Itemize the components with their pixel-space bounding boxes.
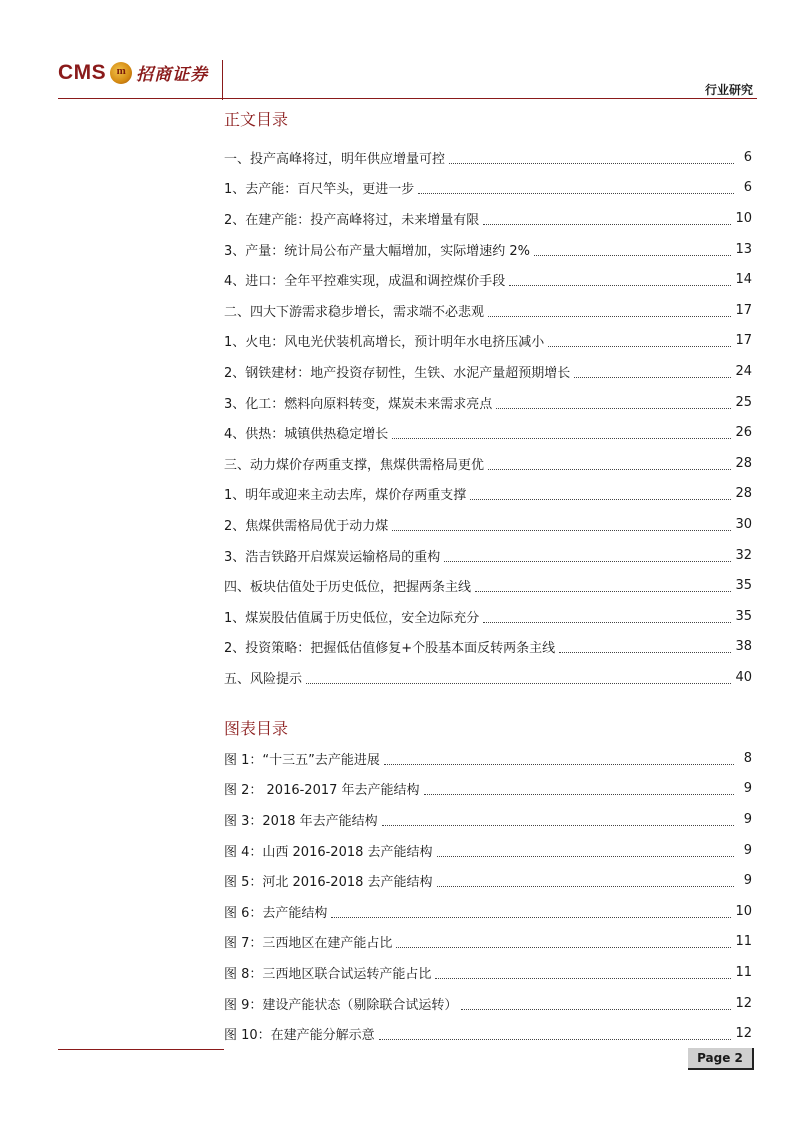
toc-entry-text: 图 3：2018 年去产能结构 <box>224 810 382 829</box>
toc-entry-text: 3、产量：统计局公布产量大幅增加，实际增速约 2% <box>224 240 534 259</box>
toc-entry-text: 图 8：三西地区联合试运转产能占比 <box>224 963 435 982</box>
toc-entry-text: 图 9：建设产能状态（剔除联合试运转） <box>224 994 461 1013</box>
toc-entry-text: 图 2： 2016-2017 年去产能结构 <box>224 779 424 798</box>
toc-entry-text: 图 5：河北 2016-2018 去产能结构 <box>224 871 437 890</box>
toc-entry[interactable] <box>224 957 752 988</box>
toc-entry-page: 12 <box>735 995 752 1011</box>
logo-cms-text: CMS <box>58 60 107 84</box>
toc-entry-page: 30 <box>735 516 752 532</box>
toc-leader-dots <box>534 255 731 256</box>
toc-leader-dots <box>418 193 734 194</box>
toc-entry-text: 五、风险提示 <box>224 668 306 687</box>
toc-leader-dots <box>574 377 731 378</box>
toc-entry-page: 35 <box>735 608 752 624</box>
toc-leader-dots <box>435 978 731 979</box>
toc-entry-page: 38 <box>735 639 752 655</box>
toc-leader-dots <box>461 1009 731 1010</box>
toc-entry-text: 三、动力煤价存两重支撑，焦煤供需格局更优 <box>224 454 488 473</box>
toc-entry-page: 9 <box>743 811 752 827</box>
toc-entry[interactable] <box>224 632 752 663</box>
toc-entry[interactable] <box>224 387 752 418</box>
toc-entry[interactable] <box>224 295 752 326</box>
toc-entry-page: 26 <box>735 425 752 441</box>
toc-entry[interactable] <box>224 326 752 357</box>
toc-entry[interactable] <box>224 927 752 958</box>
toc-entry-page: 32 <box>735 547 752 563</box>
toc-entry-page: 14 <box>735 272 752 288</box>
toc-entry-text: 图 7：三西地区在建产能占比 <box>224 932 396 951</box>
toc-entry-text: 一、投产高峰将过，明年供应增量可控 <box>224 148 449 167</box>
toc-leader-dots <box>331 917 731 918</box>
toc-leader-dots <box>396 947 731 948</box>
toc-entry-page: 17 <box>735 333 752 349</box>
page-number-badge: Page 2 <box>688 1048 754 1070</box>
toc-entry-text: 图 4：山西 2016-2018 去产能结构 <box>224 841 437 860</box>
toc-entry-text: 2、钢铁建材：地产投资存韧性，生铁、水泥产量超预期增长 <box>224 362 574 381</box>
toc-entry[interactable] <box>224 356 752 387</box>
toc-leader-dots <box>559 652 731 653</box>
toc-entry-page: 9 <box>743 781 752 797</box>
toc-entry[interactable] <box>224 835 752 866</box>
toc-leader-dots <box>470 499 731 500</box>
toc-entry-text: 3、化工：燃料向原料转变，煤炭未来需求亮点 <box>224 393 496 412</box>
toc-entry-page: 28 <box>735 455 752 471</box>
report-category: 行业研究 <box>704 83 753 97</box>
toc-entry-text: 2、投资策略：把握低估值修复+个股基本面反转两条主线 <box>224 637 559 656</box>
toc-entry[interactable] <box>224 448 752 479</box>
toc-entry-page: 11 <box>735 964 752 980</box>
toc-leader-dots <box>449 163 734 164</box>
toc-entry[interactable] <box>224 896 752 927</box>
toc-entry-text: 4、进口：全年平控难实现，成温和调控煤价手段 <box>224 270 509 289</box>
toc-entry[interactable] <box>224 264 752 295</box>
toc-leader-dots <box>488 469 731 470</box>
toc-leader-dots <box>384 764 734 765</box>
toc-entry-text: 图 10：在建产能分解示意 <box>224 1024 379 1043</box>
toc-entry-text: 二、四大下游需求稳步增长，需求端不必悲观 <box>224 301 488 320</box>
toc-entry-page: 12 <box>735 1026 752 1042</box>
main-toc-list <box>224 142 752 693</box>
logo-chinese-text: 招商证券 <box>136 65 209 85</box>
toc-entry[interactable] <box>224 173 752 204</box>
toc-entry-text: 1、明年或迎来主动去库，煤价存两重支撑 <box>224 484 470 503</box>
toc-entry[interactable] <box>224 417 752 448</box>
toc-leader-dots <box>306 683 731 684</box>
toc-entry-page: 9 <box>743 842 752 858</box>
toc-entry-page: 11 <box>735 934 752 950</box>
toc-entry-text: 4、供热：城镇供热稳定增长 <box>224 423 392 442</box>
toc-entry-page: 40 <box>735 669 752 685</box>
toc-leader-dots <box>424 794 734 795</box>
toc-entry-page: 13 <box>735 241 752 257</box>
toc-leader-dots <box>548 346 731 347</box>
toc-entry[interactable] <box>224 865 752 896</box>
figures-toc-title: 图表目录 <box>224 719 289 738</box>
toc-leader-dots <box>382 825 734 826</box>
toc-entry[interactable] <box>224 479 752 510</box>
toc-entry-text: 1、火电：风电光伏装机高增长，预计明年水电挤压减小 <box>224 331 548 350</box>
toc-entry[interactable] <box>224 570 752 601</box>
toc-entry-page: 35 <box>735 578 752 594</box>
toc-entry-page: 24 <box>735 363 752 379</box>
toc-entry-text: 1、煤炭股估值属于历史低位，安全边际充分 <box>224 607 483 626</box>
page-header <box>0 0 793 100</box>
toc-entry-page: 25 <box>735 394 752 410</box>
toc-entry[interactable] <box>224 509 752 540</box>
toc-leader-dots <box>496 408 731 409</box>
toc-entry-text: 3、浩吉铁路开启煤炭运输格局的重构 <box>224 546 444 565</box>
toc-leader-dots <box>483 622 731 623</box>
toc-entry-page: 6 <box>743 149 752 165</box>
toc-entry[interactable] <box>224 988 752 1019</box>
toc-entry-text: 图 1：“十三五”去产能进展 <box>224 749 384 768</box>
toc-leader-dots <box>483 224 731 225</box>
toc-entry[interactable] <box>224 540 752 571</box>
toc-entry-page: 6 <box>743 180 752 196</box>
toc-leader-dots <box>444 561 731 562</box>
logo-emblem-icon <box>110 62 132 84</box>
main-toc-title: 正文目录 <box>224 110 289 129</box>
footer-rule <box>58 1049 224 1050</box>
toc-entry-text: 图 6：去产能结构 <box>224 902 331 921</box>
toc-leader-dots <box>379 1039 732 1040</box>
cms-logo <box>58 60 208 85</box>
toc-entry-text: 2、在建产能：投产高峰将过，未来增量有限 <box>224 209 483 228</box>
figures-toc-list <box>224 743 752 1049</box>
toc-entry-page: 10 <box>735 210 752 226</box>
toc-entry[interactable] <box>224 662 752 693</box>
toc-entry[interactable] <box>224 1018 752 1049</box>
toc-leader-dots <box>509 285 731 286</box>
toc-leader-dots <box>488 316 731 317</box>
toc-leader-dots <box>475 591 731 592</box>
toc-leader-dots <box>392 530 731 531</box>
toc-leader-dots <box>437 856 734 857</box>
toc-leader-dots <box>392 438 731 439</box>
header-rule <box>58 98 757 99</box>
toc-entry[interactable] <box>224 601 752 632</box>
toc-entry[interactable] <box>224 234 752 265</box>
toc-entry-text: 2、焦煤供需格局优于动力煤 <box>224 515 392 534</box>
toc-entry[interactable] <box>224 203 752 234</box>
toc-entry-page: 9 <box>743 873 752 889</box>
logo-mark-text: m <box>116 64 126 77</box>
toc-entry-text: 四、板块估值处于历史低位，把握两条主线 <box>224 576 475 595</box>
header-divider <box>222 60 223 100</box>
toc-entry[interactable] <box>224 774 752 805</box>
toc-entry[interactable] <box>224 142 752 173</box>
toc-entry[interactable] <box>224 743 752 774</box>
toc-entry-text: 1、去产能：百尺竿头，更进一步 <box>224 178 418 197</box>
toc-entry-page: 10 <box>735 903 752 919</box>
toc-entry-page: 8 <box>743 750 752 766</box>
toc-entry[interactable] <box>224 804 752 835</box>
toc-entry-page: 28 <box>735 486 752 502</box>
toc-entry-page: 17 <box>735 302 752 318</box>
toc-leader-dots <box>437 886 734 887</box>
